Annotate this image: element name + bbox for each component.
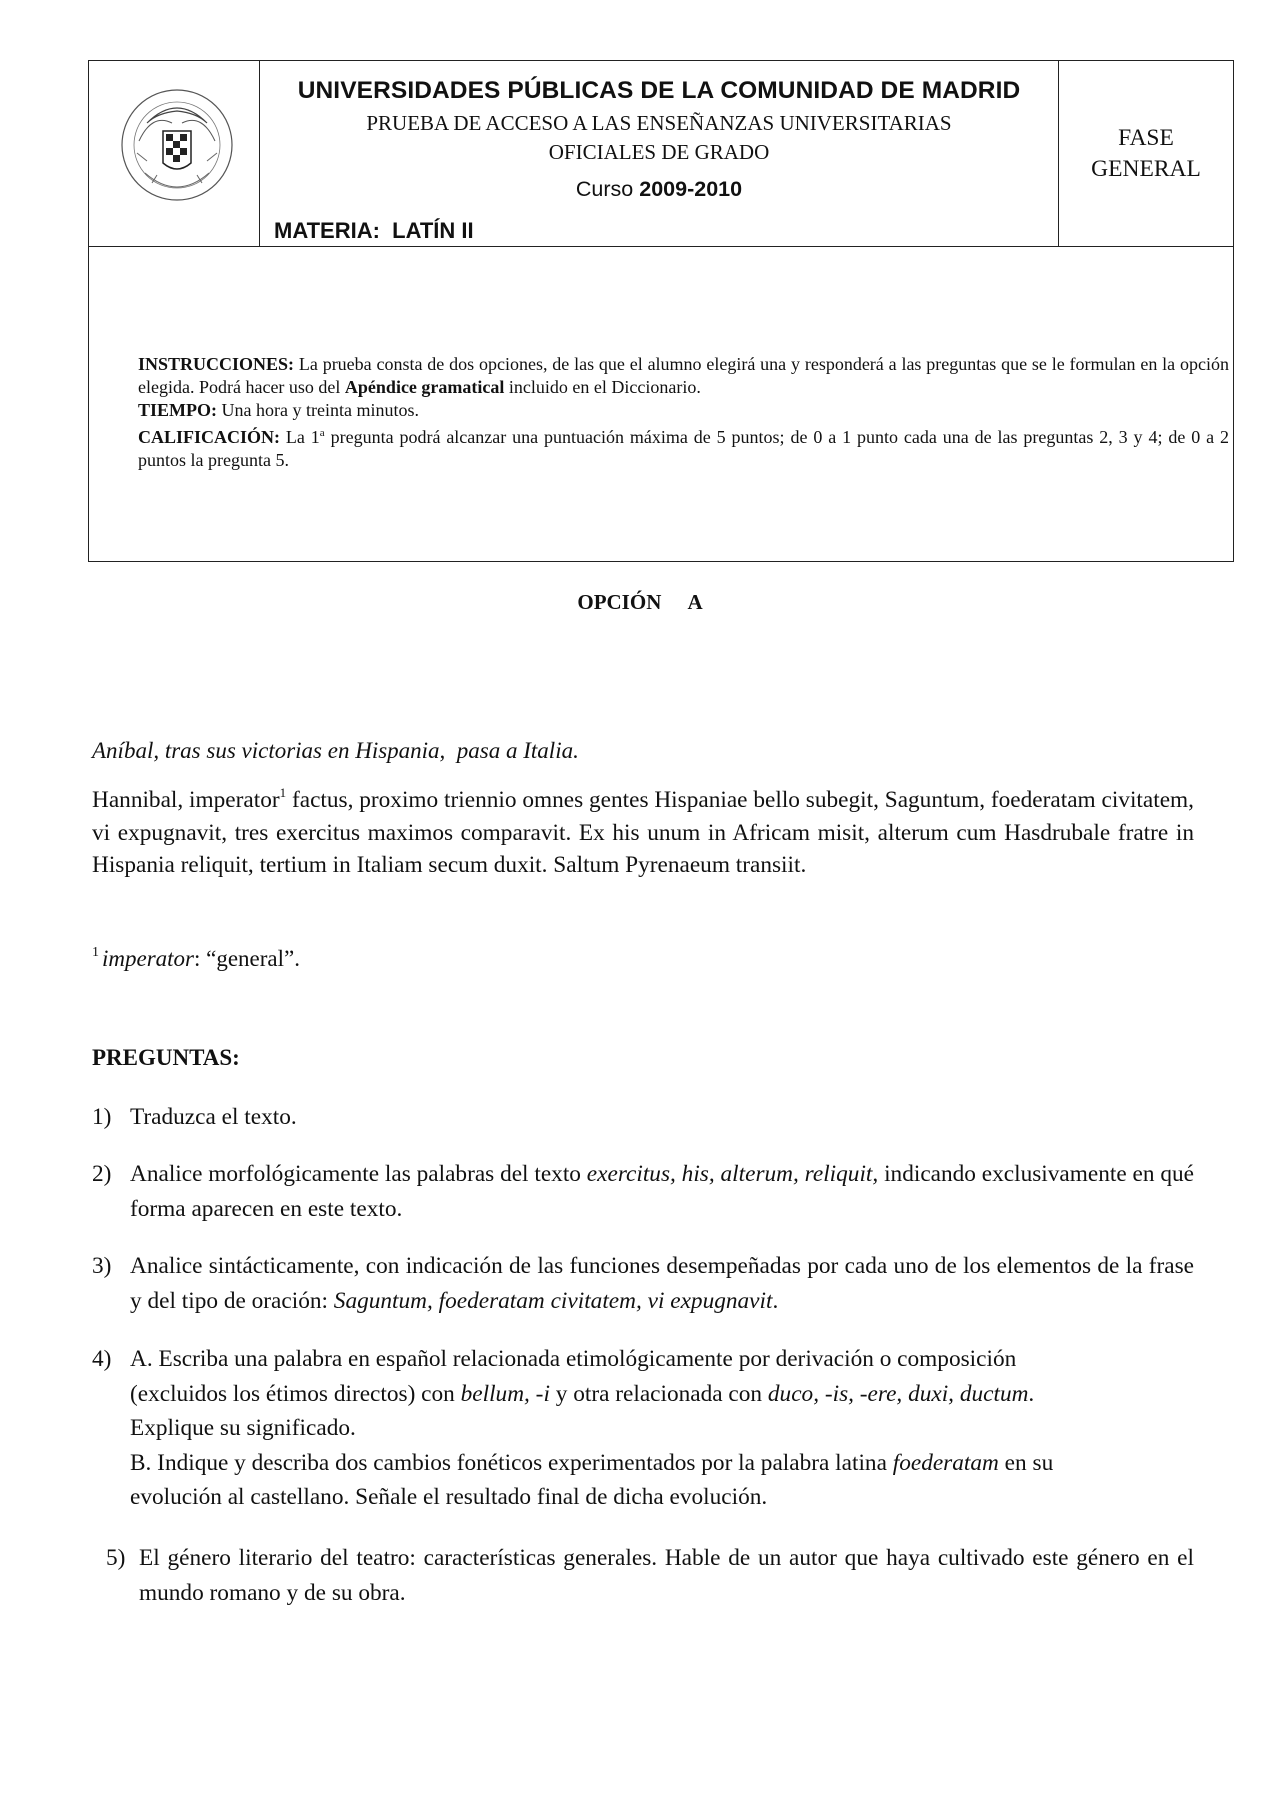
q4-b-line-1-pre: B. Indique y describa dos cambios fonéticos experimentados por la palabra latina (130, 1449, 893, 1476)
question-number: 5) (106, 1545, 126, 1571)
footnote-definition: : “general”. (194, 946, 300, 971)
question-text: Traduzca el texto. (130, 1104, 297, 1130)
title-cell (260, 61, 1059, 246)
phase-label (1059, 123, 1233, 185)
question-text-a: Analice morfológicamente las palabras del texto (130, 1161, 587, 1187)
course-year (260, 177, 1058, 202)
university-seal-logo (117, 83, 237, 213)
instructions-text: La prueba consta de dos opciones, de las que el alumno elegirá una y responderá a las preguntas que se le formulan en la opción elegida. Podrá hacer uso del (138, 354, 1229, 397)
question-text-a: Analice sintácticamente, con indicación de las funciones desempeñadas por cada uno de los elementos de la frase y del tipo de oración: (130, 1253, 1194, 1314)
grading-text-1: La 1 (280, 427, 320, 447)
grading-paragraph (138, 422, 1229, 472)
question-text-b: indicando exclusivamente en qué forma aparecen en este texto. (130, 1161, 1194, 1222)
question-number: 1) (92, 1104, 112, 1130)
q4-a-line-1: A. Escriba una palabra en español relacionada etimológicamente por derivación o composición (130, 1346, 1017, 1372)
q4-b-line-2: evolución al castellano. Señale el resultado final de dicha evolución. (130, 1484, 768, 1510)
latin-passage (92, 784, 1194, 882)
appendix-bold: Apéndice gramatical (344, 377, 505, 397)
time-text: Una hora y treinta minutos. (217, 400, 419, 420)
logo-cell (89, 61, 260, 246)
phase-cell (1059, 61, 1233, 246)
q4-a-line-2-mid: y otra relacionada con (549, 1380, 768, 1407)
question-2 (92, 1157, 1194, 1226)
latin-part-2: factus, proximo triennio omnes gentes Hispaniae bello subegit, Saguntum, foederatam civitatem, vi expugnavit, tres exercitus maximos comparavit. Ex his unum in Africam misit, alterum cum Hasdrubale fratre in Hispania reliquit, tertium in Italiam secum duxit. Saltum Pyrenaeum transiit. (92, 787, 1194, 879)
q4-a-line-2 (130, 1377, 1194, 1412)
q4-a-italic-2: duco, -is, -ere, duxi, ductum (767, 1380, 1029, 1407)
question-italic: Saguntum, foederatam civitatem, vi expugnavit (333, 1287, 773, 1314)
subject-label: MATERIA: LATÍN II (274, 218, 474, 243)
instructions-text-end: incluido en el Diccionario. (504, 377, 701, 397)
course-label: Curso (575, 177, 634, 201)
footnote-term: imperator (102, 946, 194, 971)
q4-a-italic-1: bellum, -i (460, 1380, 550, 1407)
phase-line-2: GENERAL (1091, 156, 1201, 182)
grading-text-2: pregunta podrá alcanzar una puntuación máxima de 5 puntos; de 0 a 1 punto cada una de las preguntas 2, 3 y 4; de 0 a 2 puntos la pregunta 5. (138, 427, 1230, 470)
question-text (130, 1157, 1194, 1226)
instructions-label: INSTRUCCIONES: (138, 354, 295, 374)
grading-ordinal: a (319, 427, 325, 439)
time-label: TIEMPO: (138, 400, 217, 420)
questions-heading: PREGUNTAS: (92, 1045, 240, 1070)
q4-b-italic: foederatam (892, 1449, 999, 1476)
university-title: UNIVERSIDADES PÚBLICAS DE LA COMUNIDAD DE MADRID (297, 77, 1021, 104)
question-italic: exercitus, his, alterum, reliquit, (586, 1161, 879, 1187)
footnote (92, 946, 300, 972)
question-number: 4) (92, 1346, 112, 1372)
q4-a-line-2-pre: (excluidos los étimos directos) con (130, 1380, 461, 1407)
question-3 (92, 1249, 1194, 1318)
header-table (88, 60, 1234, 562)
time-paragraph (138, 399, 1229, 422)
question-1 (92, 1100, 1194, 1135)
latin-part-1: Hannibal, imperator (92, 787, 280, 813)
subtitle-line-2: OFICIALES DE GRADO (548, 140, 770, 164)
header-top-row (89, 61, 1233, 247)
question-text (130, 1249, 1194, 1318)
question-5 (92, 1541, 1194, 1610)
course-year-value: 2009-2010 (639, 177, 743, 201)
footnote-mark: 1 (92, 945, 99, 960)
question-text (130, 1342, 1194, 1515)
option-title: OPCIÓN A (577, 590, 703, 614)
phase-line-1: FASE (1118, 125, 1174, 151)
q4-b-line-1-post: en su (998, 1449, 1054, 1476)
question-number: 3) (92, 1253, 112, 1279)
question-text: El género literario del teatro: características generales. Hable de un autor que haya cultivado este género en el mundo romano y de su obra. (139, 1545, 1194, 1606)
instructions-block (138, 353, 1229, 472)
grading-label: CALIFICACIÓN: (138, 427, 281, 447)
instructions-paragraph (138, 353, 1229, 399)
text-intro: Aníbal, tras sus victorias en Hispania, pasa a Italia. (92, 738, 579, 763)
q4-a-line-2-post: . (1028, 1380, 1035, 1407)
question-text-b: . (772, 1287, 779, 1314)
q4-b-line-1 (130, 1446, 1194, 1481)
question-number: 2) (92, 1161, 112, 1187)
exam-subtitle (260, 109, 1058, 167)
footnote-reference: 1 (279, 785, 287, 800)
question-4 (92, 1342, 1194, 1515)
subtitle-line-1: PRUEBA DE ACCESO A LAS ENSEÑANZAS UNIVERSITARIAS (366, 111, 952, 135)
q4-a-line-3: Explique su significado. (130, 1415, 356, 1441)
